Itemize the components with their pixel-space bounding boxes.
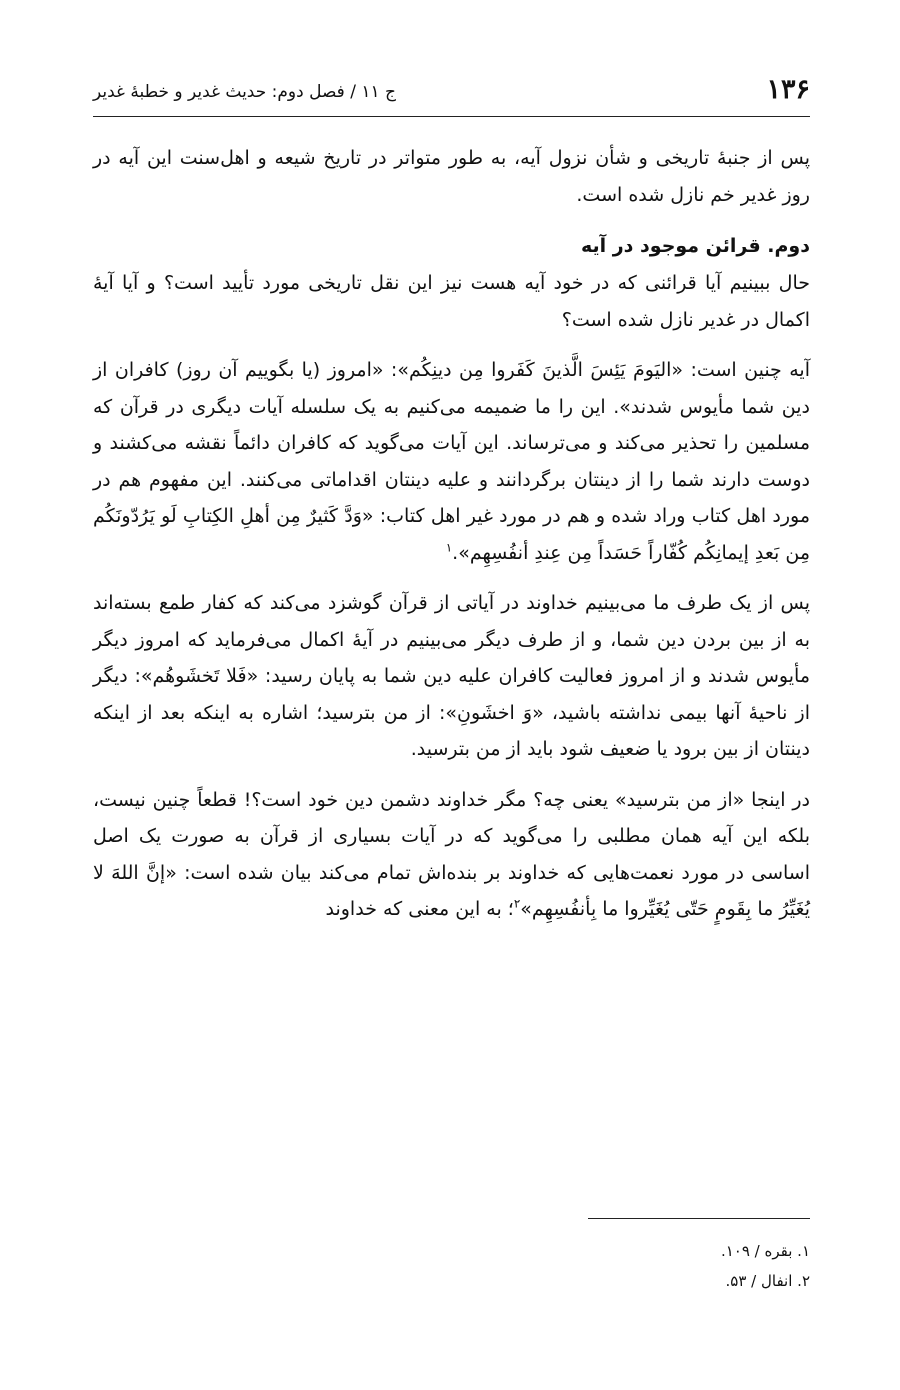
paragraph-1: پس از جنبهٔ تاریخی و شأن نزول آیه، به طور متواتر در تاریخ شیعه و اهل‌سنت این آیه در روز غدیر خم نازل شده است. xyxy=(93,147,810,206)
paragraph-2: حال ببینیم آیا قرائنی که در خود آیه هست نیز این نقل تاریخی مورد تأیید است؟ و آیا آیهٔ اکمال در غدیر نازل شده است؟ xyxy=(93,272,810,331)
paragraph-5-tail: ؛ به این معنی که خداوند xyxy=(325,898,514,920)
footnote-2: ۲. انفال / ۵۳. xyxy=(725,1272,810,1290)
footnote-ref-1: ۱ xyxy=(445,540,453,555)
paragraph-3-text: آیه چنین است: «الیَومَ یَئِسَ الَّذینَ کَفَروا مِن دینِکُم»: «امروز (یا بگوییم آن روز) کافران از دین شما مأیوس شدند». این را ما ضمیمه می‌کنیم به یک سلسله آیات دیگری در قرآن که مسلمین را تحذیر می‌کند و می‌ترساند. این آیات می‌گوید که کافران دائماً نقشه می‌کشند و دوست دارند شما را از دینتان برگردانند و علیه دینتان اقداماتی می‌کنند. این مفهوم هم در مورد اهل کتاب وراد شده و هم در مورد غیر اهل کتاب: «وَدَّ کَثیرٌ مِن أهلِ الکِتابِ لَو یَرُدّونَکُم مِن بَعدِ إیمانِکُم کُفّاراً حَسَداً مِن عِندِ أنفُسِهِم». xyxy=(93,359,810,564)
main-text xyxy=(93,140,810,928)
footnote-ref-2: ۲ xyxy=(513,896,521,911)
paragraph-4: پس از یک طرف ما می‌بینیم خداوند در آیاتی از قرآن گوشزد می‌کند که کفار طمع بسته‌اند به از بین بردن دین شما، و از طرف دیگر می‌بینیم در آیهٔ اکمال می‌فرماید که امروز دیگر مأیوس شدند و از امروز فعالیت کافران علیه دین شما به پایان رسید: «فَلا تَخشَوهُم»: دیگر از ناحیهٔ آنها بیمی نداشته باشید، «وَ اخشَونِ»: از من بترسید؛ اشاره به اینکه بعد از اینکه دینتان از بین برود یا ضعیف شود باید از من بترسید. xyxy=(93,592,810,760)
page-number: ۱۳۶ xyxy=(766,74,810,105)
footnotes xyxy=(410,1236,810,1296)
section-heading: دوم. قرائن موجود در آیه xyxy=(580,235,810,257)
footnote-1: ۱. بقره / ۱۰۹. xyxy=(720,1242,810,1260)
paragraph-5 xyxy=(93,782,810,928)
paragraph-3 xyxy=(93,352,810,571)
paragraph-5-text: در اینجا «از من بترسید» یعنی چه؟ مگر خداوند دشمن دین خود است؟! قطعاً چنین نیست، بلکه این آیه همان مطلبی را می‌گوید که در آیات بسیاری از قرآن به صورت یک اصل اساسی در مورد نعمت‌هایی که خداوند بر بنده‌اش تمام می‌کند بیان شده است: «إنَّ اللهَ لا یُغَیِّرُ ما بِقَومٍ حَتّی یُغَیِّروا ما بِأنفُسِهِم» xyxy=(93,788,810,920)
page-header xyxy=(93,70,810,117)
footnote-divider xyxy=(588,1218,810,1219)
running-title: ج ۱۱ / فصل دوم: حدیث غدیر و خطبهٔ غدیر xyxy=(93,82,397,102)
